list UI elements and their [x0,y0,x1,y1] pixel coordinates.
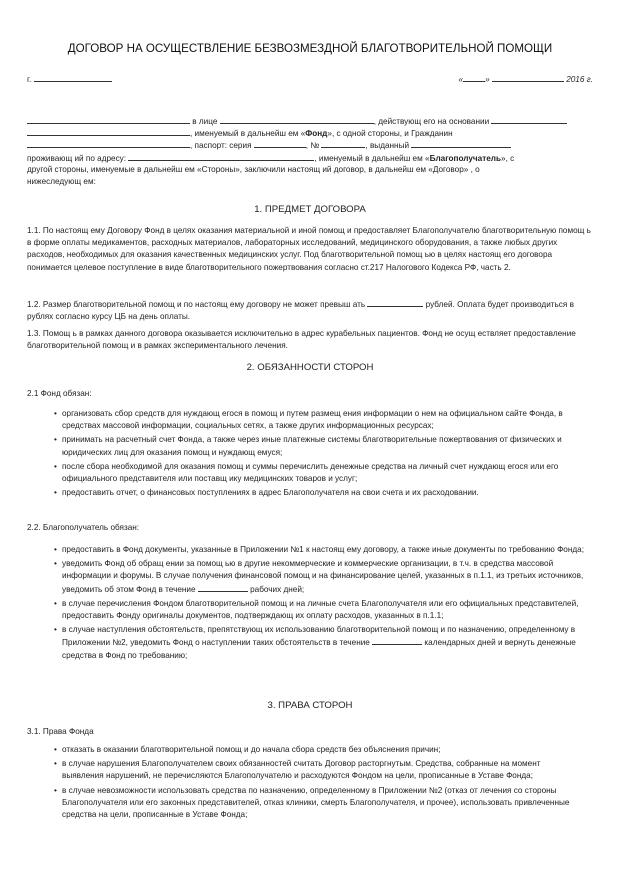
city-prefix: г. [27,75,32,84]
list-item: • после сбора необходимой для оказания помощ и суммы перечислить денежные средства на личный счет нуждающ егося или его официального представителя или поставщ ику медицинских товаров и услуг; [54,461,584,485]
clause-1-3 [27,328,593,352]
day-blank [463,73,485,82]
clause-text: 1.2. Размер благотворительной помощ и по настоящ ему договору не может превыш ать [27,300,366,309]
intro-text: , именуемый в дальнейш ем « [190,129,306,139]
address-blank [128,152,314,161]
calendar-days-blank [372,636,422,645]
fund-blank-2 [27,127,190,136]
clause-1-1-text: 1.1. По настоящ ему Договору Фонд в целях оказания материальной и иной помощ и предоставляет Благополучателю благотворительную помощ ь в форме оплаты медикаментов, расходных материалов, лабораторных исследований, медицинского оборудования, а также любых других расходов, необходимых для оказания качественных медицинских услуг. Под благотворительной помощ ью в целях настоящ его договора понимается целевое поступление в виде благотворительного пожертвования согласно ст.217 Налогового Кодекса РФ, часть 2. [27,226,591,272]
intro-text: », с одной стороны, и Гражданин [327,129,453,139]
item-text: уведомить Фонд об обращ ении за помощ ью в другие некоммерческие и коммерческие организации, в т.ч. в средства массовой информации и форумы. В случае получения финансовой помощ и на финансирование целей, указанных в п.1.1, из третьих источников, уведомить об этом Фонд в течение [62,559,584,594]
list-item: • в случае невозможности использовать средства по назначению, определенному в Приложении №2 (отказ от лечения со стороны Благополучателя или его законных представителей, отказ клиники, смерть Благополучателя, и прочее), использовать привлеченные средства на цели, прописанные в Уставе Фонда; [54,785,584,822]
intro-row-3 [27,139,593,151]
fund-rights-list [54,744,584,823]
document-title: ДОГОВОР НА ОСУЩЕСТВЛЕНИЕ БЕЗВОЗМЕЗДНОЙ БЛАГОТВОРИТЕЛЬНОЙ ПОМОЩИ [67,42,553,55]
beneficiary-obligations-list [54,544,584,664]
max-amount-blank [367,298,423,307]
intro-row-1 [27,115,593,127]
representative-blank [220,115,374,124]
intro-text: , паспорт: серия [190,141,252,151]
passport-number-blank [321,139,365,148]
intro-text: », с [501,153,515,163]
clause-1-2 [27,298,593,323]
city-line [27,73,112,86]
list-item: • в случае нарушения Благополучателем своих обязанностей считать Договор расторгнутым. Средства, собранные на момент выявления нарушений, не перечисляются Благополучателю и расходуются Фондом на цели, прописанные в Уставе Фонда; [54,758,584,782]
intro-text: , выданный [365,141,410,151]
beneficiary-term: Благополучатель [429,153,502,163]
citizen-name-blank [27,139,190,148]
date-year: 2016 г. [566,75,593,84]
clause-1-1 [27,225,593,274]
date-line [459,73,594,86]
list-item: • предоставить в Фонд документы, указанные в Приложении №1 к настоящ ему договору, а также иные документы по требованию Фонда; [54,544,584,556]
list-item: • организовать сбор средств для нуждающ егося в помощ и путем размещ ения информации о нем на официальном сайте Фонда, в средствах массовой информации, социальных сетях, а также других информационных ресурсах; [54,408,584,432]
date-close-quote: » [485,75,490,84]
clause-1-2-text [27,298,593,323]
fund-term: Фонд [305,129,328,139]
section-1-heading: 1. ПРЕДМЕТ ДОГОВОРА [254,204,366,215]
list-item: • принимать на расчетный счет Фонда, а также через иные платежные системы благотворительные пожертвования от физических и юридических лиц для оказания помощ и нуждающ емуся; [54,434,584,458]
clause-1-3-text: 1.3. Помощ ь в рамках данного договора оказывается исключительно в адрес курабельных пациентов. Фонд не осущ ествляет предоставление благотворительной помощ и в рамках экспериментального лечения. [27,329,576,351]
working-days-blank [198,583,248,592]
list-item: • отказать в оказании благотворительной помощ и до начала сбора средств без объяснения причин; [54,744,584,756]
list-item [54,624,584,662]
item-text: календарных дней и вернуть денежные средства в Фонд по требованию; [62,638,576,660]
passport-series-blank [254,139,306,148]
issued-by-blank [411,139,511,148]
intro-text: в лице [192,117,218,126]
intro-row-4 [27,152,593,164]
fund-name-blank [27,115,190,124]
intro-text: проживающ ий по адресу: [27,153,127,163]
date-open-quote: « [458,75,464,84]
basis-blank [491,115,567,124]
intro-text: , № [305,141,320,151]
month-blank [492,73,564,82]
clause-text: рублей. Оплата будет производиться в рублях согласно курсу ЦБ на день оплаты. [27,300,574,322]
section-2-heading: 2. ОБЯЗАННОСТИ СТОРОН [246,362,374,373]
item-text: в случае наступления обстоятельств, препятствующ их использованию благотворительной помощ и по назначению, определенному в Приложении №2, уведомить Фонд о наступлении таких обстоятельств в течение [62,625,576,648]
clause-2-1-title: 2.1 Фонд обязан: [27,389,92,398]
intro-row-2 [27,127,593,139]
fund-obligations-list [54,408,584,501]
intro-row-5: другой стороны, именуемые в дальнейш ем «Стороны», заключили настоящ ий договор, в дальнейш ем «Договор» , о [27,164,480,174]
section-3-heading: 3. ПРАВА СТОРОН [267,700,353,711]
clause-2-2-title: 2.2. Благополучатель обязан: [27,523,140,532]
list-item: • в случае перечисления Фондом благотворительной помощ и на личные счета Благополучателя или его официальных представителей, предоставить Фонду оригиналы документов, подтверждающ их оплату расходов, указанных в п.1.1; [54,598,584,622]
intro-parties [27,115,593,188]
clause-3-1-title: 3.1. Права Фонда [27,727,94,736]
intro-row-6: нижеследующ ем: [27,176,96,186]
intro-text: , именуемый в дальнейш ем « [314,153,430,163]
item-text: рабочих дней; [250,584,305,594]
city-blank [34,73,112,82]
list-item [54,558,584,596]
list-item: • предоставить отчет, о финансовых поступлениях в адрес Благополучателя на свои счета и их расходовании. [54,487,584,499]
intro-text: , действующ его на основании [373,117,490,126]
